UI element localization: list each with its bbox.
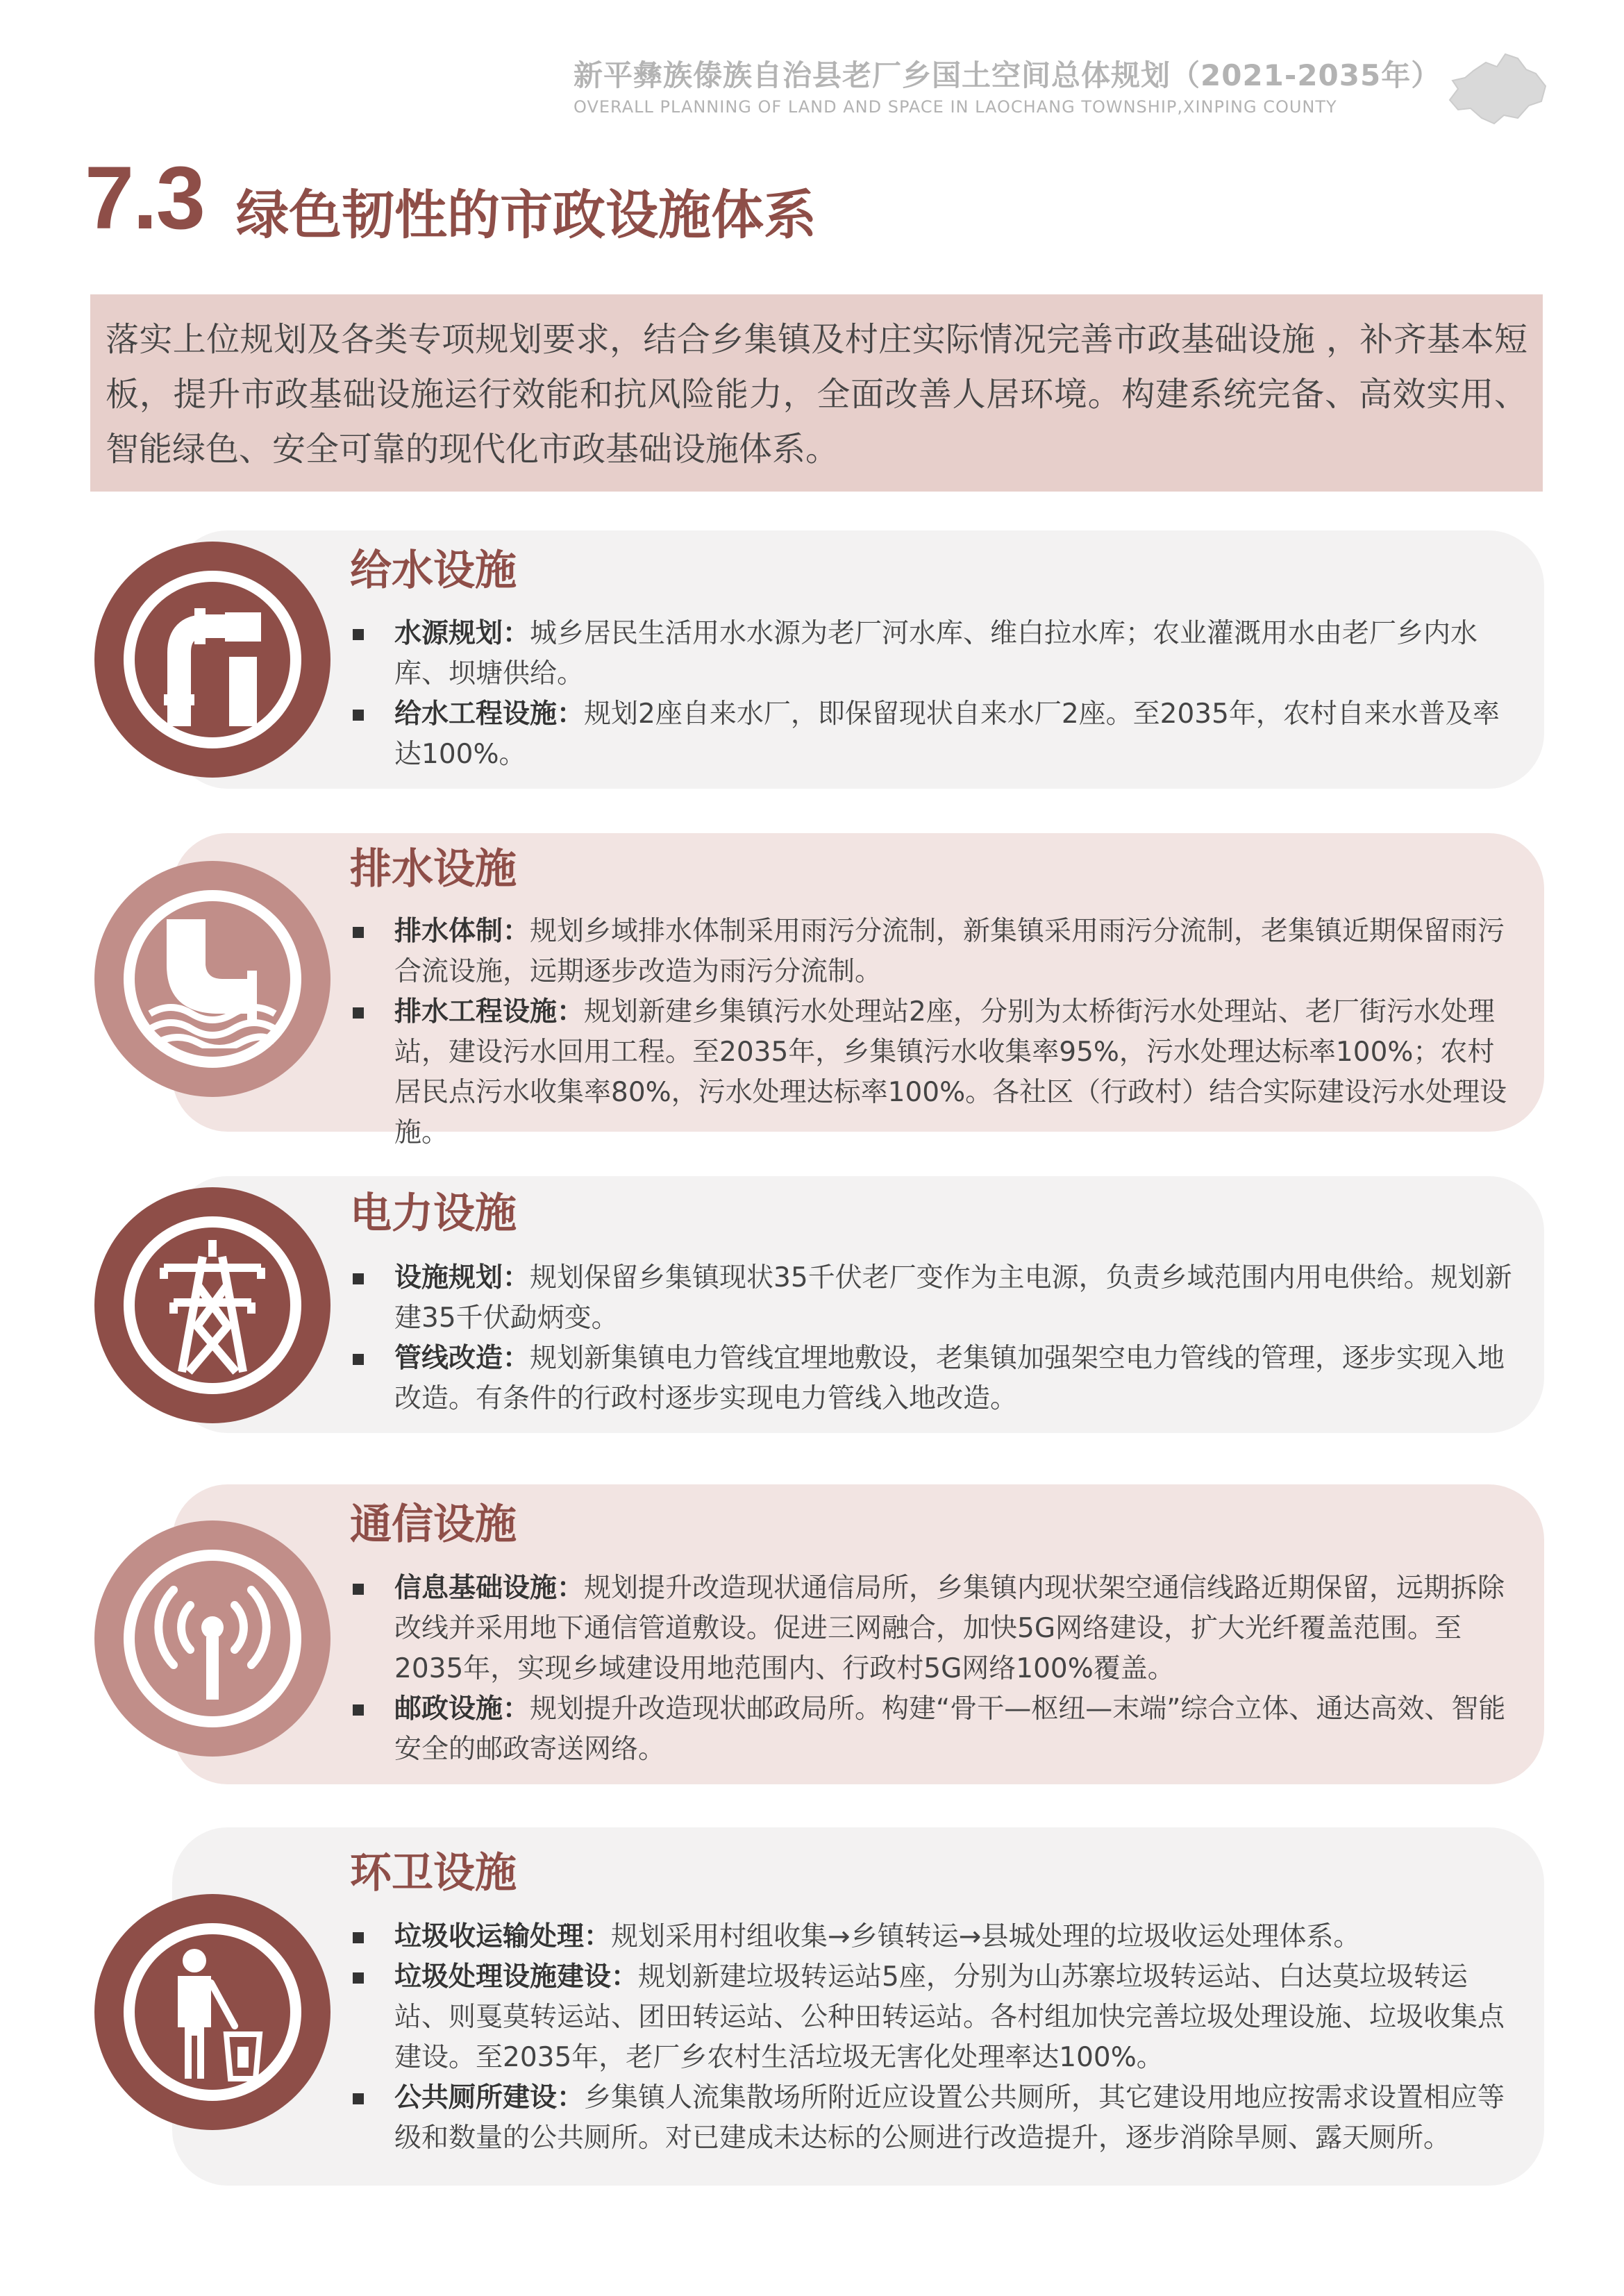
list-item [350, 1689, 1514, 1770]
section-title: 绿色韧性的市政设施体系 [236, 184, 817, 246]
item-text: 规划乡域排水体制采用雨污分流制，新集镇采用雨污分流制，老集镇近期保留雨污合流设施，远期逐步改造为雨污分流制。 [394, 916, 1505, 987]
bullet-icon [353, 629, 364, 640]
list-item [350, 694, 1514, 775]
item-text: 规划新集镇电力管线宜埋地敷设，老集镇加强架空电力管线的管理，逐步实现入地改造。有条件的行政村逐步实现电力管线入地改造。 [394, 1343, 1505, 1414]
item-key: 公共厕所建设： [394, 2082, 585, 2113]
drainage-pipe-icon-badge [94, 861, 330, 1097]
item-key: 给水工程设施： [394, 698, 585, 730]
item-key: 垃圾处理设施建设： [394, 1961, 639, 1993]
item-text: 规划新建乡集镇污水处理站2座，分别为太桥街污水处理站、老厂街污水处理站，建设污水回用工程。至2035年，乡集镇污水收集率95%，污水处理达标率100%；农村居民点污水收集率80%，污水处理达标率100%。各社区（行政村）结合实际建设污水处理设施。 [394, 996, 1507, 1148]
bullet-icon [353, 1584, 364, 1595]
item-key: 垃圾收运输处理： [394, 1921, 612, 1952]
card-title-water-supply: 给水设施 [350, 546, 517, 595]
item-text: 规划保留乡集镇现状35千伏老厂变作为主电源，负责乡域范围内用电供给。规划新建35千伏勐炳变。 [394, 1262, 1512, 1334]
card-title-sanitation: 环卫设施 [350, 1849, 517, 1897]
list-item [350, 614, 1514, 694]
list-item [350, 1339, 1514, 1419]
item-text: 规划提升改造现状邮政局所。构建“骨干—枢纽—末端”综合立体、通达高效、智能安全的邮政寄送网络。 [394, 1693, 1506, 1765]
card-items-drainage [350, 912, 1514, 1153]
drainage-pipe-icon [143, 910, 282, 1048]
item-key: 信息基础设施： [394, 1573, 585, 1604]
signal-tower-icon [143, 1569, 282, 1708]
bullet-icon [353, 1932, 364, 1943]
document-header-title: 新平彝族傣族自治县老厂乡国土空间总体规划（2021-2035年） [574, 58, 1441, 92]
list-item [350, 1917, 1514, 1957]
card-title-telecom: 通信设施 [350, 1500, 517, 1549]
item-key: 水源规划： [394, 618, 530, 649]
waste-disposal-icon-badge [94, 1894, 330, 2130]
card-items-water-supply [350, 614, 1514, 775]
item-text: 规划提升改造现状通信局所，乡集镇内现状架空通信线路近期保留，远期拆除改线并采用地下通信管道敷设。促进三网融合，加快5G网络建设，扩大光纤覆盖范围。至2035年，实现乡域建设用地范围内、行政村5G网络100%覆盖。 [394, 1573, 1505, 1684]
list-item [350, 2078, 1514, 2159]
intro-text: 落实上位规划及各类专项规划要求，结合乡集镇及村庄实际情况完善市政基础设施 ，补齐基本短板，提升市政基础设施运行效能和抗风险能力，全面改善人居环境。构建系统完备、高效实用、智能绿色、安全可靠的现代化市政基础设施体系。 [106, 320, 1527, 469]
card-title-drainage: 排水设施 [350, 845, 517, 894]
bullet-icon [353, 1972, 364, 1984]
bullet-icon [353, 1704, 364, 1716]
item-key: 设施规划： [394, 1262, 530, 1293]
power-tower-icon-badge [94, 1187, 330, 1423]
item-key: 管线改造： [394, 1343, 530, 1374]
list-item [350, 1957, 1514, 2078]
list-item [350, 912, 1514, 992]
county-map-icon [1446, 46, 1550, 129]
card-items-power [350, 1258, 1514, 1419]
bullet-icon [353, 1354, 364, 1365]
intro-box [90, 294, 1543, 492]
bullet-icon [353, 710, 364, 721]
water-pipe-icon-badge [94, 542, 330, 778]
card-items-telecom [350, 1568, 1514, 1770]
item-text: 规划2座自来水厂，即保留现状自来水厂2座。至2035年，农村自来水普及率达100%。 [394, 698, 1500, 770]
item-text: 乡集镇人流集散场所附近应设置公共厕所，其它建设用地应按需求设置相应等级和数量的公共厕所。对已建成未达标的公厕进行改造提升，逐步消除旱厕、露天厕所。 [394, 2082, 1505, 2154]
water-pipe-icon [143, 590, 282, 729]
item-key: 邮政设施： [394, 1693, 530, 1725]
bullet-icon [353, 1273, 364, 1284]
item-text: 规划采用村组收集→乡镇转运→县城处理的垃圾收运处理体系。 [611, 1921, 1361, 1952]
card-title-power: 电力设施 [350, 1189, 517, 1238]
list-item [350, 992, 1514, 1153]
document-header-subtitle: OVERALL PLANNING OF LAND AND SPACE IN LAOCHANG TOWNSHIP,XINPING COUNTY [574, 97, 1337, 117]
item-key: 排水体制： [394, 916, 530, 947]
bullet-icon [353, 1007, 364, 1019]
list-item [350, 1258, 1514, 1339]
waste-disposal-icon [143, 1943, 282, 2081]
power-tower-icon [143, 1236, 282, 1375]
bullet-icon [353, 927, 364, 938]
list-item [350, 1568, 1514, 1689]
item-text: 城乡居民生活用水水源为老厂河水库、维白拉水库；农业灌溉用水由老厂乡内水库、坝塘供给。 [394, 618, 1478, 689]
item-key: 排水工程设施： [394, 996, 585, 1028]
section-number: 7.3 [85, 149, 204, 248]
card-items-sanitation [350, 1917, 1514, 2159]
signal-tower-icon-badge [94, 1520, 330, 1757]
item-text: 规划新建垃圾转运站5座，分别为山苏寨垃圾转运站、白达莫垃圾转运站、则戛莫转运站、团田转运站、公种田转运站。各村组加快完善垃圾处理设施、垃圾收集点建设。至2035年，老厂乡农村生活垃圾无害化处理率达100%。 [394, 1961, 1505, 2073]
bullet-icon [353, 2093, 364, 2104]
